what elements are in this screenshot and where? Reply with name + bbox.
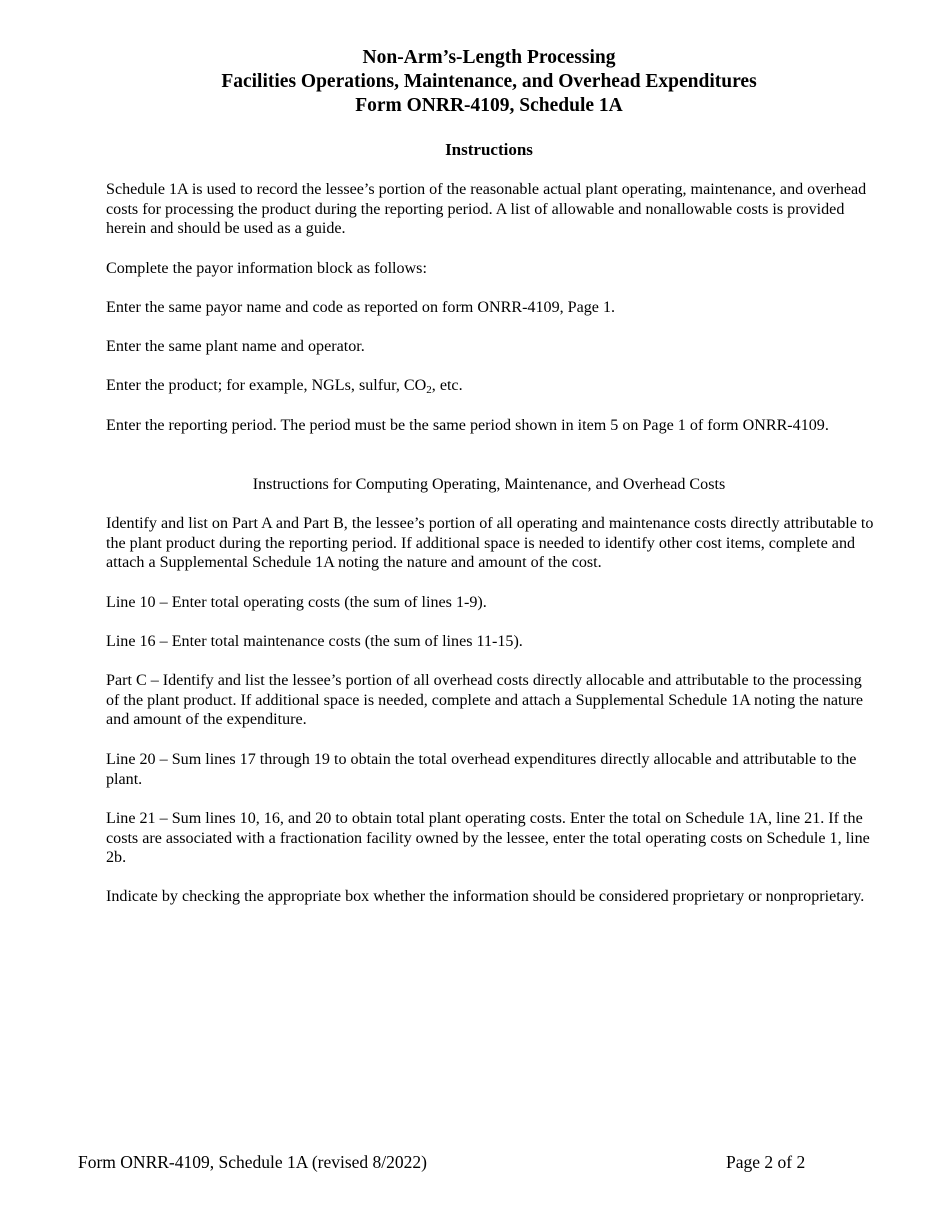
product-text: Enter the product; for example, NGLs, sulfur, CO: [106, 377, 427, 394]
title-line-2: Facilities Operations, Maintenance, and Overhead Expenditures: [221, 71, 757, 92]
document-title: [0, 46, 950, 118]
title-line-1: Non-Arm’s-Length Processing: [362, 47, 616, 68]
paragraph-period: Enter the reporting period. The period must be the same period shown in item 5 on Page 1 of form ONRR-4109.: [106, 417, 829, 434]
paragraph-line-21: Line 21 – Sum lines 10, 16, and 20 to obtain total plant operating costs. Enter the total on Schedule 1A, line 21. If the costs are associated with a fractionation facility owned by the lessee, enter the total operating costs on Schedule 1, line 2b.: [106, 810, 870, 867]
title-line-3: Form ONRR-4109, Schedule 1A: [355, 95, 623, 116]
paragraph-line-16: Line 16 – Enter total maintenance costs (the sum of lines 11-15).: [106, 633, 523, 650]
paragraph-line-10: Line 10 – Enter total operating costs (the sum of lines 1-9).: [106, 594, 487, 611]
paragraph-complete-block: Complete the payor information block as follows:: [106, 260, 427, 277]
paragraph-indicate: Indicate by checking the appropriate box whether the information should be considered proprietary or nonproprietary.: [106, 888, 865, 905]
paragraph-product: [106, 376, 874, 396]
paragraph-payor: Enter the same payor name and code as reported on form ONRR-4109, Page 1.: [106, 299, 616, 316]
co2-subscript: 2: [426, 384, 432, 396]
computing-subheading: Instructions for Computing Operating, Maintenance, and Overhead Costs: [252, 476, 726, 493]
paragraph-line-20: Line 20 – Sum lines 17 through 19 to obtain the total overhead expenditures directly allocable and attributable to the plant.: [106, 751, 857, 788]
footer-form-id: Form ONRR-4109, Schedule 1A (revised 8/2022): [78, 1152, 427, 1172]
product-text-end: , etc.: [431, 377, 463, 394]
instructions-heading: Instructions: [445, 140, 533, 159]
footer-page-number: Page 2 of 2: [726, 1152, 806, 1172]
paragraph-identify: Identify and list on Part A and Part B, the lessee’s portion of all operating and maintenance costs directly attributable to the plant product during the reporting period. If additional space is needed to identify other cost items, complete and attach a Supplemental Schedule 1A noting the nature and amount of the cost.: [106, 515, 874, 572]
paragraph-part-c: Part C – Identify and list the lessee’s portion of all overhead costs directly allocable and attributable to the processing of the plant product. If additional space is needed, complete and attach a Supplemental Schedule 1A noting the nature and amount of the expenditure.: [106, 672, 864, 729]
paragraph-intro: Schedule 1A is used to record the lessee’s portion of the reasonable actual plant operating, maintenance, and overhead costs for processing the product during the reporting period. A list of allowable and nonallowable costs is provided herein and should be used as a guide.: [106, 181, 867, 238]
paragraph-plant: Enter the same plant name and operator.: [106, 338, 365, 355]
